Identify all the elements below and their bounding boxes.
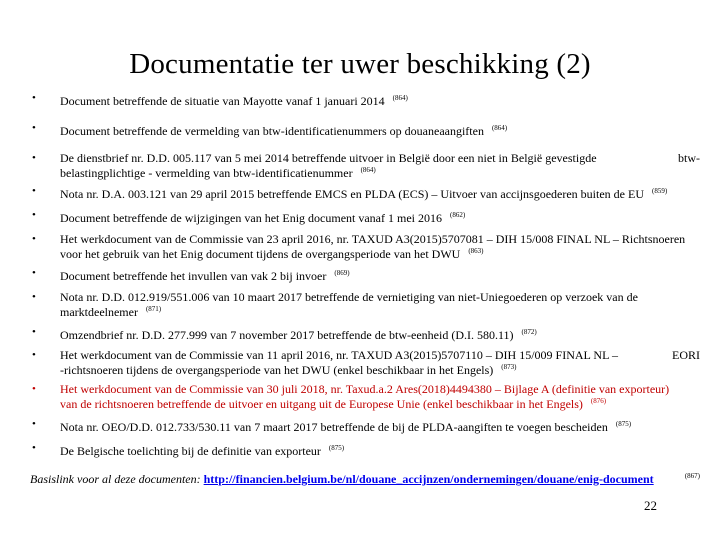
bullet-text-right: EORI xyxy=(672,348,700,362)
bullet-text: Het werkdocument van de Commissie van 30 juli 2018, nr. Taxud.a.2 Ares(2018)4494380 – Bijlage A (definitie van exporteur) xyxy=(60,382,670,396)
bullet-ref: (872) xyxy=(521,328,537,336)
footer-label: Basislink voor al deze documenten: xyxy=(30,472,204,486)
bullet-item xyxy=(30,418,700,433)
bullet-text: De Belgische toelichting bij de definitie van exporteur xyxy=(60,444,321,458)
bullet-ref: (876) xyxy=(590,397,607,405)
bullet-ref: (862) xyxy=(450,211,466,219)
bullet-dot: • xyxy=(32,267,36,279)
bullet-text: De dienstbrief nr. D.D. 005.117 van 5 mei 2014 betreffende uitvoer in België door een niet in België gevestigde xyxy=(60,151,597,165)
bullet-ref: (864) xyxy=(392,94,408,102)
bullet-text: Document betreffende de vermelding van btw-identificatienummers op douaneaangiften xyxy=(60,124,484,138)
bullet-text-line2: van de richtsnoeren betreffende de uitvoer en uitgang uit de Europese Unie (enkel beschikbaar in het Engels) xyxy=(60,397,583,411)
footer-ref: (867) xyxy=(684,472,700,480)
bullet-item xyxy=(30,326,700,341)
page-number: 22 xyxy=(644,498,657,513)
bullet-dot: • xyxy=(32,92,36,104)
bullet-ref: (875) xyxy=(328,444,345,452)
bullet-dot: • xyxy=(32,418,36,430)
bullet-text: Document betreffende de wijzigingen van het Enig document vanaf 1 mei 2016 xyxy=(60,211,442,225)
bullet-text: Nota nr. OEO/D.D. 012.733/530.11 van 7 maart 2017 betreffende de bij de PLDA-aangiften te voegen bescheiden xyxy=(60,420,608,434)
bullet-dot: • xyxy=(32,326,36,338)
bullet-dot: • xyxy=(32,442,36,454)
bullet-text-line2: -richtsnoeren tijdens de overgangsperiode van het DWU (enkel beschikbaar in het Engels) xyxy=(60,363,494,377)
footer xyxy=(30,472,700,487)
bullet-dot: • xyxy=(32,152,36,164)
bullet-dot: • xyxy=(32,383,36,395)
bullet-item xyxy=(30,267,700,282)
bullet-item xyxy=(30,185,700,200)
bullet-text-line2: voor het gebruik van het Enig document tijdens de overgangsperiode van het DWU xyxy=(60,247,461,261)
bullet-text: Het werkdocument van de Commissie van 11 april 2016, nr. TAXUD A3(2015)5707110 – DIH 15/009 FINAL NL – xyxy=(60,348,618,362)
bullet-ref: (871) xyxy=(145,305,162,313)
bullet-dot: • xyxy=(32,122,36,134)
bullet-item xyxy=(30,442,700,457)
bullet-text-right: btw- xyxy=(678,151,700,165)
slide-title: Documentatie ter uwer beschikking (2) xyxy=(129,48,591,80)
bullet-ref: (863) xyxy=(468,247,484,255)
bullet-item xyxy=(30,233,700,260)
bullet-item xyxy=(30,92,700,107)
bullet-item xyxy=(30,209,700,224)
bullet-item xyxy=(30,122,700,137)
bullet-item xyxy=(30,291,700,318)
bullet-text: Document betreffende de situatie van Mayotte vanaf 1 januari 2014 xyxy=(60,94,385,108)
bullet-ref: (875) xyxy=(615,420,632,428)
bullet-dot: • xyxy=(32,291,36,303)
bullet-item xyxy=(30,383,700,410)
bullet-text: Het werkdocument van de Commissie van 23 april 2016, nr. TAXUD A3(2015)5707081 – DIH 15/008 FINAL NL – Richtsnoeren xyxy=(60,232,686,246)
bullet-text: Nota nr. D.A. 003.121 van 29 april 2015 betreffende EMCS en PLDA (ECS) – Uitvoer van accijnsgoederen buiten de EU xyxy=(60,187,644,201)
bullet-text: Document betreffende het invullen van vak 2 bij invoer xyxy=(60,269,327,283)
bullet-dot: • xyxy=(32,185,36,197)
bullet-dot: • xyxy=(32,233,36,245)
bullet-text-line2: belastingplichtige - vermelding van btw-identificatienummer xyxy=(60,166,353,180)
bullet-text: Omzendbrief nr. D.D. 277.999 van 7 november 2017 betreffende de btw-eenheid (D.I. 580.11) xyxy=(60,328,514,342)
bullet-item xyxy=(30,349,700,376)
bullet-text: Nota nr. D.D. 012.919/551.006 van 10 maart 2017 betreffende de vernietiging van niet-Uniegoederen op verzoek van de xyxy=(60,290,638,304)
bullet-item xyxy=(30,152,700,179)
bullet-dot: • xyxy=(32,349,36,361)
bullet-ref: (869) xyxy=(334,269,350,277)
bullet-ref: (873) xyxy=(501,363,517,371)
bullet-text-line2: marktdeelnemer xyxy=(60,305,138,319)
bullet-dot: • xyxy=(32,209,36,221)
bullet-ref: (864) xyxy=(491,124,508,132)
footer-link[interactable]: http://financien.belgium.be/nl/douane_accijnzen/ondernemingen/douane/enig-document xyxy=(203,472,654,486)
bullet-ref: (859) xyxy=(652,187,668,195)
bullet-ref: (864) xyxy=(360,166,376,174)
